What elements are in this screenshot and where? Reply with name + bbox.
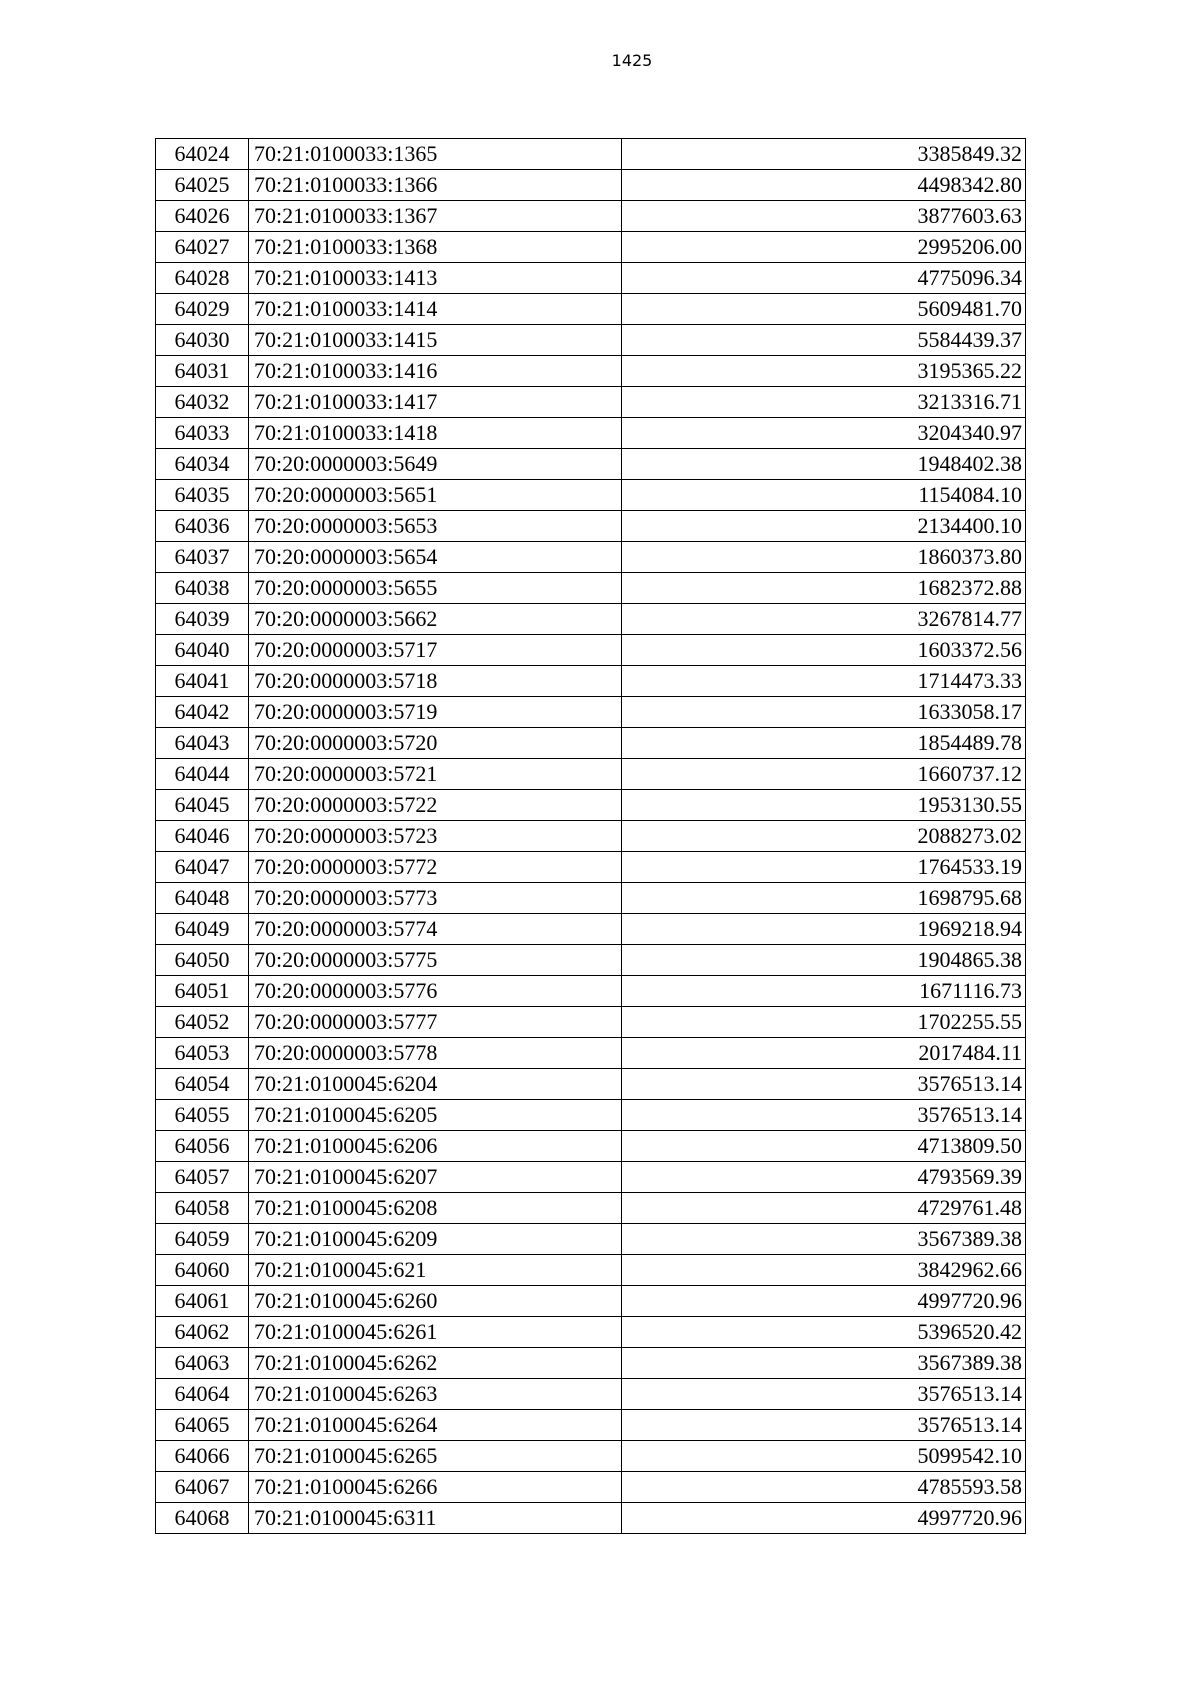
- cadastral-number-cell: 70:20:0000003:5662: [249, 604, 622, 635]
- row-number-cell: 64054: [156, 1069, 249, 1100]
- row-number-cell: 64056: [156, 1131, 249, 1162]
- row-number-cell: 64048: [156, 883, 249, 914]
- table-row: [156, 976, 1026, 1007]
- row-number-cell: 64033: [156, 418, 249, 449]
- cadastral-value-cell: 4793569.39: [622, 1162, 1026, 1193]
- page-number: 1425: [611, 51, 653, 70]
- table-row: [156, 1069, 1026, 1100]
- cadastral-number-cell: 70:21:0100045:6209: [249, 1224, 622, 1255]
- cadastral-value-cell: 3842962.66: [622, 1255, 1026, 1286]
- cadastral-value-cell: 3213316.71: [622, 387, 1026, 418]
- cadastral-number-cell: 70:21:0100045:6208: [249, 1193, 622, 1224]
- cadastral-number-cell: 70:21:0100045:6205: [249, 1100, 622, 1131]
- row-number-cell: 64061: [156, 1286, 249, 1317]
- table-row: [156, 914, 1026, 945]
- cadastral-value-cell: 1633058.17: [622, 697, 1026, 728]
- cadastral-value-cell: 3877603.63: [622, 201, 1026, 232]
- table-row: [156, 1317, 1026, 1348]
- table-row: [156, 387, 1026, 418]
- cadastral-number-cell: 70:20:0000003:5722: [249, 790, 622, 821]
- row-number-cell: 64067: [156, 1472, 249, 1503]
- cadastral-value-cell: 3385849.32: [622, 139, 1026, 170]
- cadastral-number-cell: 70:20:0000003:5651: [249, 480, 622, 511]
- table-row: [156, 325, 1026, 356]
- row-number-cell: 64066: [156, 1441, 249, 1472]
- cadastral-number-cell: 70:20:0000003:5777: [249, 1007, 622, 1038]
- table-row: [156, 139, 1026, 170]
- row-number-cell: 64025: [156, 170, 249, 201]
- row-number-cell: 64046: [156, 821, 249, 852]
- cadastral-value-cell: 5584439.37: [622, 325, 1026, 356]
- table-row: [156, 1100, 1026, 1131]
- cadastral-value-cell: 1969218.94: [622, 914, 1026, 945]
- cadastral-value-cell: 1854489.78: [622, 728, 1026, 759]
- cadastral-value-cell: 1948402.38: [622, 449, 1026, 480]
- row-number-cell: 64049: [156, 914, 249, 945]
- cadastral-value-cell: 4498342.80: [622, 170, 1026, 201]
- table-row: [156, 232, 1026, 263]
- row-number-cell: 64058: [156, 1193, 249, 1224]
- table-row: [156, 1286, 1026, 1317]
- cadastral-number-cell: 70:21:0100045:6262: [249, 1348, 622, 1379]
- table-row: [156, 759, 1026, 790]
- row-number-cell: 64047: [156, 852, 249, 883]
- cadastral-number-cell: 70:21:0100033:1366: [249, 170, 622, 201]
- table-row: [156, 542, 1026, 573]
- cadastral-value-cell: 1953130.55: [622, 790, 1026, 821]
- cadastral-value-cell: 3576513.14: [622, 1379, 1026, 1410]
- row-number-cell: 64027: [156, 232, 249, 263]
- table-row: [156, 1224, 1026, 1255]
- table-row: [156, 1131, 1026, 1162]
- cadastral-number-cell: 70:20:0000003:5653: [249, 511, 622, 542]
- table-row: [156, 852, 1026, 883]
- row-number-cell: 64055: [156, 1100, 249, 1131]
- cadastral-number-cell: 70:20:0000003:5720: [249, 728, 622, 759]
- row-number-cell: 64059: [156, 1224, 249, 1255]
- cadastral-value-cell: 1764533.19: [622, 852, 1026, 883]
- cadastral-value-cell: 5396520.42: [622, 1317, 1026, 1348]
- table-row: [156, 170, 1026, 201]
- table-row: [156, 1503, 1026, 1534]
- cadastral-value-cell: 1702255.55: [622, 1007, 1026, 1038]
- cadastral-value-cell: 1603372.56: [622, 635, 1026, 666]
- cadastral-value-cell: 4729761.48: [622, 1193, 1026, 1224]
- row-number-cell: 64044: [156, 759, 249, 790]
- cadastral-number-cell: 70:20:0000003:5649: [249, 449, 622, 480]
- cadastral-value-cell: 2017484.11: [622, 1038, 1026, 1069]
- cadastral-number-cell: 70:21:0100045:6204: [249, 1069, 622, 1100]
- cadastral-value-cell: 2995206.00: [622, 232, 1026, 263]
- cadastral-number-cell: 70:21:0100045:6207: [249, 1162, 622, 1193]
- cadastral-number-cell: 70:20:0000003:5719: [249, 697, 622, 728]
- row-number-cell: 64024: [156, 139, 249, 170]
- cadastral-number-cell: 70:21:0100045:6263: [249, 1379, 622, 1410]
- table-row: [156, 1441, 1026, 1472]
- cadastral-number-cell: 70:21:0100045:6311: [249, 1503, 622, 1534]
- cadastral-number-cell: 70:21:0100045:621: [249, 1255, 622, 1286]
- cadastral-value-cell: 1660737.12: [622, 759, 1026, 790]
- cadastral-number-cell: 70:20:0000003:5717: [249, 635, 622, 666]
- cadastral-number-cell: 70:21:0100033:1414: [249, 294, 622, 325]
- table-row: [156, 883, 1026, 914]
- cadastral-number-cell: 70:20:0000003:5774: [249, 914, 622, 945]
- cadastral-value-cell: 5609481.70: [622, 294, 1026, 325]
- cadastral-value-cell: 4997720.96: [622, 1286, 1026, 1317]
- cadastral-value-cell: 1682372.88: [622, 573, 1026, 604]
- row-number-cell: 64043: [156, 728, 249, 759]
- cadastral-number-cell: 70:21:0100033:1365: [249, 139, 622, 170]
- row-number-cell: 64040: [156, 635, 249, 666]
- table-row: [156, 697, 1026, 728]
- table-row: [156, 604, 1026, 635]
- cadastral-number-cell: 70:20:0000003:5655: [249, 573, 622, 604]
- cadastral-number-cell: 70:21:0100033:1415: [249, 325, 622, 356]
- row-number-cell: 64064: [156, 1379, 249, 1410]
- table-row: [156, 511, 1026, 542]
- cadastral-number-cell: 70:20:0000003:5772: [249, 852, 622, 883]
- cadastral-value-cell: 2088273.02: [622, 821, 1026, 852]
- cadastral-value-table: [155, 138, 1026, 1534]
- cadastral-value-cell: 1671116.73: [622, 976, 1026, 1007]
- cadastral-value-cell: 3576513.14: [622, 1100, 1026, 1131]
- row-number-cell: 64036: [156, 511, 249, 542]
- row-number-cell: 64028: [156, 263, 249, 294]
- table-row: [156, 1007, 1026, 1038]
- cadastral-number-cell: 70:21:0100033:1367: [249, 201, 622, 232]
- row-number-cell: 64032: [156, 387, 249, 418]
- table-row: [156, 1410, 1026, 1441]
- row-number-cell: 64045: [156, 790, 249, 821]
- cadastral-number-cell: 70:21:0100045:6261: [249, 1317, 622, 1348]
- cadastral-number-cell: 70:21:0100033:1417: [249, 387, 622, 418]
- table-row: [156, 1348, 1026, 1379]
- table-row: [156, 1038, 1026, 1069]
- row-number-cell: 64026: [156, 201, 249, 232]
- row-number-cell: 64035: [156, 480, 249, 511]
- table-row: [156, 480, 1026, 511]
- row-number-cell: 64057: [156, 1162, 249, 1193]
- table-body: [156, 139, 1026, 1534]
- table-row: [156, 635, 1026, 666]
- cadastral-value-cell: 3576513.14: [622, 1410, 1026, 1441]
- table-row: [156, 728, 1026, 759]
- table-row: [156, 1162, 1026, 1193]
- table-row: [156, 1379, 1026, 1410]
- row-number-cell: 64042: [156, 697, 249, 728]
- row-number-cell: 64052: [156, 1007, 249, 1038]
- cadastral-number-cell: 70:20:0000003:5721: [249, 759, 622, 790]
- cadastral-number-cell: 70:20:0000003:5773: [249, 883, 622, 914]
- row-number-cell: 64062: [156, 1317, 249, 1348]
- cadastral-value-cell: 4713809.50: [622, 1131, 1026, 1162]
- cadastral-value-cell: 1154084.10: [622, 480, 1026, 511]
- row-number-cell: 64051: [156, 976, 249, 1007]
- table-row: [156, 821, 1026, 852]
- row-number-cell: 64037: [156, 542, 249, 573]
- cadastral-number-cell: 70:21:0100045:6206: [249, 1131, 622, 1162]
- row-number-cell: 64029: [156, 294, 249, 325]
- cadastral-number-cell: 70:21:0100033:1368: [249, 232, 622, 263]
- cadastral-value-cell: 1698795.68: [622, 883, 1026, 914]
- table-row: [156, 666, 1026, 697]
- cadastral-number-cell: 70:21:0100045:6266: [249, 1472, 622, 1503]
- cadastral-value-cell: 1714473.33: [622, 666, 1026, 697]
- cadastral-number-cell: 70:20:0000003:5718: [249, 666, 622, 697]
- cadastral-number-cell: 70:21:0100033:1416: [249, 356, 622, 387]
- cadastral-value-cell: 3204340.97: [622, 418, 1026, 449]
- cadastral-value-cell: 3567389.38: [622, 1348, 1026, 1379]
- row-number-cell: 64030: [156, 325, 249, 356]
- cadastral-value-cell: 4997720.96: [622, 1503, 1026, 1534]
- row-number-cell: 64053: [156, 1038, 249, 1069]
- row-number-cell: 64068: [156, 1503, 249, 1534]
- cadastral-number-cell: 70:20:0000003:5723: [249, 821, 622, 852]
- cadastral-number-cell: 70:21:0100045:6264: [249, 1410, 622, 1441]
- table-row: [156, 790, 1026, 821]
- cadastral-number-cell: 70:20:0000003:5775: [249, 945, 622, 976]
- table-row: [156, 263, 1026, 294]
- cadastral-number-cell: 70:21:0100045:6260: [249, 1286, 622, 1317]
- row-number-cell: 64041: [156, 666, 249, 697]
- table-row: [156, 1255, 1026, 1286]
- cadastral-number-cell: 70:21:0100033:1413: [249, 263, 622, 294]
- cadastral-number-cell: 70:21:0100045:6265: [249, 1441, 622, 1472]
- row-number-cell: 64065: [156, 1410, 249, 1441]
- cadastral-value-cell: 3576513.14: [622, 1069, 1026, 1100]
- row-number-cell: 64060: [156, 1255, 249, 1286]
- table-row: [156, 945, 1026, 976]
- table-row: [156, 356, 1026, 387]
- row-number-cell: 64050: [156, 945, 249, 976]
- cadastral-number-cell: 70:20:0000003:5654: [249, 542, 622, 573]
- cadastral-value-cell: 1904865.38: [622, 945, 1026, 976]
- table-row: [156, 1472, 1026, 1503]
- row-number-cell: 64063: [156, 1348, 249, 1379]
- table-row: [156, 449, 1026, 480]
- table-row: [156, 1193, 1026, 1224]
- table-row: [156, 573, 1026, 604]
- cadastral-value-cell: 2134400.10: [622, 511, 1026, 542]
- row-number-cell: 64031: [156, 356, 249, 387]
- cadastral-value-cell: 1860373.80: [622, 542, 1026, 573]
- cadastral-value-cell: 3195365.22: [622, 356, 1026, 387]
- row-number-cell: 64038: [156, 573, 249, 604]
- row-number-cell: 64034: [156, 449, 249, 480]
- cadastral-number-cell: 70:20:0000003:5776: [249, 976, 622, 1007]
- table-row: [156, 418, 1026, 449]
- table-row: [156, 294, 1026, 325]
- cadastral-value-cell: 4785593.58: [622, 1472, 1026, 1503]
- cadastral-number-cell: 70:21:0100033:1418: [249, 418, 622, 449]
- cadastral-value-cell: 5099542.10: [622, 1441, 1026, 1472]
- cadastral-value-cell: 3567389.38: [622, 1224, 1026, 1255]
- table-row: [156, 201, 1026, 232]
- cadastral-value-cell: 3267814.77: [622, 604, 1026, 635]
- cadastral-value-cell: 4775096.34: [622, 263, 1026, 294]
- row-number-cell: 64039: [156, 604, 249, 635]
- cadastral-number-cell: 70:20:0000003:5778: [249, 1038, 622, 1069]
